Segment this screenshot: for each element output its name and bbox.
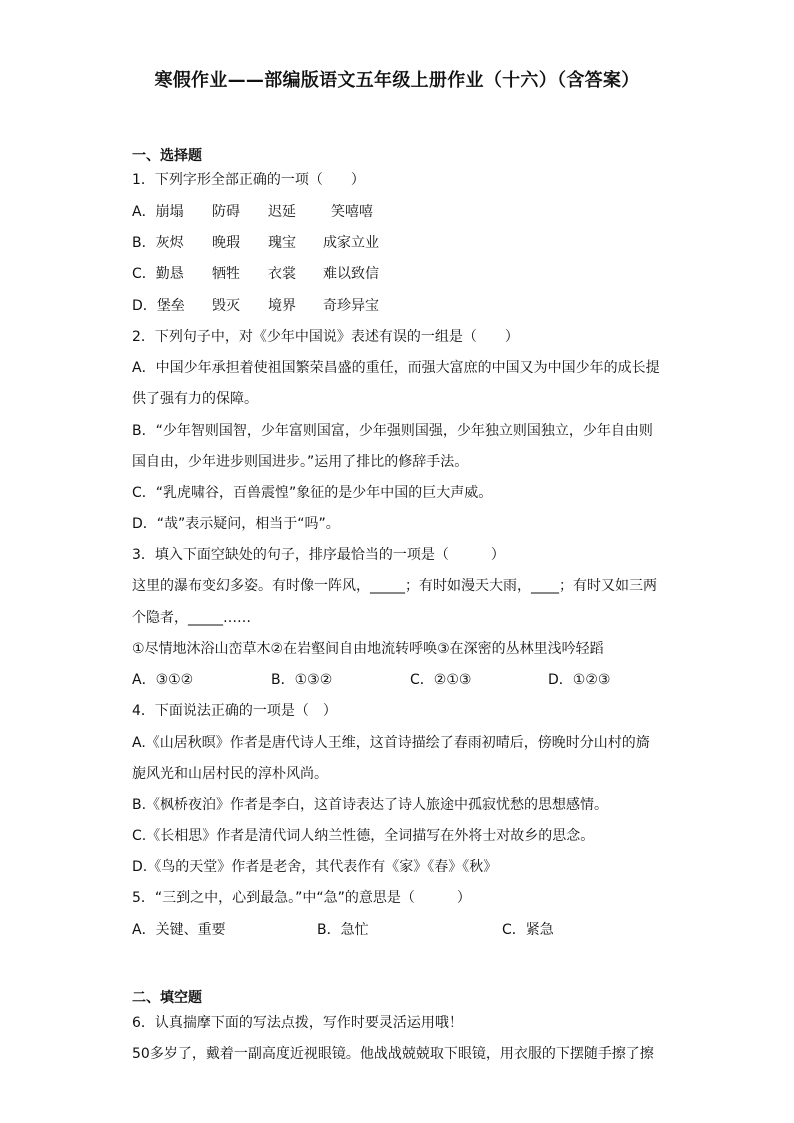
section-heading-choice: 一、选择题 — [132, 148, 202, 164]
question-4-option-c: C.《长相思》作者是清代词人纳兰性德，全词描写在外将士对故乡的思念。 — [132, 828, 595, 844]
question-4-option-a-line-1: A.《山居秋暝》作者是唐代诗人王维，这首诗描绘了春雨初晴后，傍晚时分山村的旖 — [132, 735, 650, 751]
question-4-option-a-line-2: 旎风光和山居村民的淳朴风尚。 — [132, 766, 328, 782]
question-3-option-b: B．①③② — [271, 672, 333, 688]
option-c-word-4: 难以致信 — [323, 266, 379, 282]
question-2-option-a-line-1: A．中国少年承担着使祖国繁荣昌盛的重任，而强大富庶的中国又为中国少年的成长提 — [132, 360, 660, 376]
option-d-word-1: D．堡垒 — [132, 298, 185, 314]
option-a-word-1: A．崩塌 — [132, 204, 184, 220]
question-3-option-d: D．①②③ — [548, 672, 611, 688]
option-d-word-3: 境界 — [268, 298, 296, 314]
option-c-word-2: 牺牲 — [212, 266, 240, 282]
question-3-sentences: ①尽情地沐浴山峦草木②在岩壑间自由地流转呼唤③在深密的丛林里浅吟轻蹈 — [132, 641, 604, 657]
option-a-word-2: 防碍 — [212, 204, 240, 220]
question-5-option-a: A．关键、重要 — [132, 922, 226, 938]
option-a-word-3: 迟延 — [268, 204, 296, 220]
option-c-word-1: C．勤恳 — [132, 266, 184, 282]
question-3-passage-line-2: 个隐者，_____…… — [132, 610, 251, 626]
document-title: 寒假作业——部编版语文五年级上册作业（十六）（含答案） — [154, 70, 640, 91]
question-2-option-a-line-2: 供了强有力的保障。 — [132, 391, 258, 407]
option-b-word-4: 成家立业 — [323, 235, 379, 251]
question-2-option-b-line-1: B．“少年智则国智，少年富则国富，少年强则国强，少年独立则国独立，少年自由则 — [132, 423, 653, 439]
question-3-option-a: A．③①② — [132, 672, 194, 688]
question-1-stem: 1．下列字形全部正确的一项（ ） — [132, 172, 365, 188]
question-6-passage-line-1: 50多岁了，戴着一副高度近视眼镜。他战战兢兢取下眼镜，用衣服的下摆随手擦了擦 — [132, 1046, 654, 1062]
question-3-option-c: C．②①③ — [410, 672, 472, 688]
option-b-word-3: 瑰宝 — [268, 235, 296, 251]
question-4-option-b: B.《枫桥夜泊》作者是李白，这首诗表达了诗人旅途中孤寂忧愁的思想感情。 — [132, 797, 609, 813]
question-2-option-c: C．“乳虎啸谷，百兽震惶”象征的是少年中国的巨大声威。 — [132, 485, 493, 501]
question-3-passage-line-1: 这里的瀑布变幻多姿。有时像一阵风，_____；有时如漫天大雨，____；有时又如三两 — [132, 578, 657, 594]
option-b-word-2: 晚瑕 — [212, 235, 240, 251]
question-5-option-c: C．紧急 — [502, 922, 554, 938]
option-b-word-1: B．灰烬 — [132, 235, 184, 251]
question-2-stem: 2．下列句子中，对《少年中国说》表述有误的一组是（ ） — [132, 329, 519, 345]
question-5-option-b: B．急忙 — [317, 922, 369, 938]
question-5-stem: 5．“三到之中，心到最急。”中“急”的意思是（ ） — [132, 890, 471, 906]
option-a-word-4: 笑嘻嘻 — [331, 204, 373, 220]
question-4-stem: 4．下面说法正确的一项是（ ） — [132, 703, 337, 719]
option-c-word-3: 衣裳 — [268, 266, 296, 282]
question-4-option-d: D.《鸟的天堂》作者是老舍，其代表作有《家》《春》《秋》 — [132, 859, 498, 875]
section-heading-fill-blank: 二、填空题 — [132, 990, 202, 1006]
question-6-stem: 6．认真揣摩下面的写法点拨，写作时要灵活运用哦！ — [132, 1015, 463, 1031]
question-2-option-d: D．“哉”表示疑问，相当于“吗”。 — [132, 516, 340, 532]
question-2-option-b-line-2: 国自由，少年进步则国进步。”运用了排比的修辞手法。 — [132, 454, 469, 470]
option-d-word-4: 奇珍异宝 — [323, 298, 379, 314]
question-3-stem: 3．填入下面空缺处的句子，排序最恰当的一项是（ ） — [132, 547, 505, 563]
option-d-word-2: 毁灭 — [212, 298, 240, 314]
